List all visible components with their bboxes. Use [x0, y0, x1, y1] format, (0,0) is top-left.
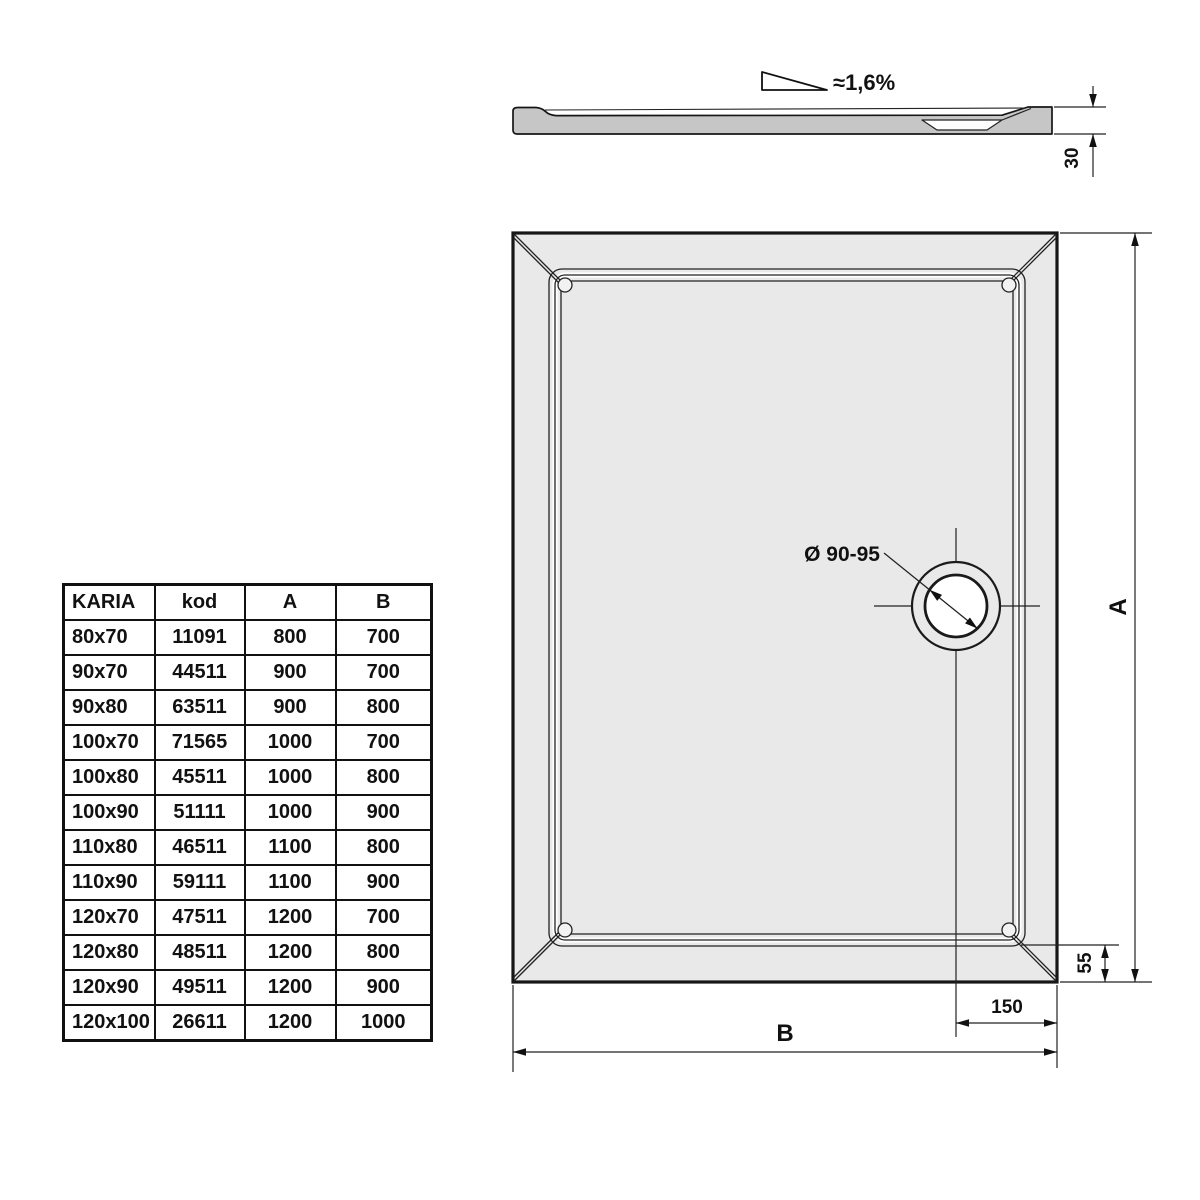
table-row — [64, 865, 432, 900]
cell-a: 1200 — [245, 900, 336, 935]
dimension-b — [513, 985, 1057, 1072]
cell-size: 90x70 — [64, 655, 155, 690]
table-row — [64, 900, 432, 935]
cell-size: 120x100 — [64, 1005, 155, 1041]
col-header-kod: kod — [155, 585, 245, 621]
cell-size: 100x70 — [64, 725, 155, 760]
cell-b: 800 — [336, 690, 432, 725]
cell-size: 120x90 — [64, 970, 155, 1005]
cell-size: 80x70 — [64, 620, 155, 655]
plan-view — [513, 233, 1057, 1037]
cell-size: 100x90 — [64, 795, 155, 830]
cell-kod: 46511 — [155, 830, 245, 865]
table-row — [64, 620, 432, 655]
cell-a: 900 — [245, 655, 336, 690]
dim-30-label: 30 — [1062, 147, 1083, 169]
slope-label: ≈1,6% — [833, 70, 896, 95]
table-row — [64, 655, 432, 690]
cell-a: 900 — [245, 690, 336, 725]
cell-b: 700 — [336, 620, 432, 655]
cell-size: 110x80 — [64, 830, 155, 865]
cell-size: 120x80 — [64, 935, 155, 970]
table-header-row — [64, 585, 432, 621]
cell-b: 900 — [336, 970, 432, 1005]
size-table — [62, 583, 433, 1042]
cell-kod: 26611 — [155, 1005, 245, 1041]
cell-kod: 48511 — [155, 935, 245, 970]
cell-size: 110x90 — [64, 865, 155, 900]
dimension-150 — [956, 985, 1057, 1068]
cell-b: 700 — [336, 655, 432, 690]
cell-kod: 51111 — [155, 795, 245, 830]
cell-kod: 71565 — [155, 725, 245, 760]
cell-kod: 11091 — [155, 620, 245, 655]
table-row — [64, 830, 432, 865]
cell-a: 1100 — [245, 830, 336, 865]
drain-diameter-label: Ø 90-95 — [804, 543, 880, 566]
cell-kod: 59111 — [155, 865, 245, 900]
cell-a: 1000 — [245, 795, 336, 830]
cross-section-view — [513, 107, 1052, 134]
cell-b: 800 — [336, 935, 432, 970]
table-row — [64, 725, 432, 760]
cell-b: 900 — [336, 865, 432, 900]
cell-a: 800 — [245, 620, 336, 655]
cell-a: 1000 — [245, 760, 336, 795]
cell-b: 800 — [336, 830, 432, 865]
cell-b: 700 — [336, 900, 432, 935]
dimension-a — [1060, 233, 1152, 982]
table-row — [64, 760, 432, 795]
dim-b-label: B — [776, 1020, 794, 1047]
cell-b: 700 — [336, 725, 432, 760]
table-row — [64, 970, 432, 1005]
cell-size: 90x80 — [64, 690, 155, 725]
dim-55-label: 55 — [1075, 952, 1096, 974]
cell-kod: 44511 — [155, 655, 245, 690]
table-row — [64, 690, 432, 725]
dimension-30 — [1054, 86, 1106, 177]
cell-b: 800 — [336, 760, 432, 795]
cell-kod: 45511 — [155, 760, 245, 795]
table-row — [64, 795, 432, 830]
slope-triangle-icon — [762, 72, 827, 90]
col-header-b: B — [336, 585, 432, 621]
cell-a: 1200 — [245, 935, 336, 970]
dim-a-label: A — [1105, 598, 1132, 616]
cell-size: 100x80 — [64, 760, 155, 795]
table-row — [64, 935, 432, 970]
col-header-karia: KARIA — [64, 585, 155, 621]
cell-a: 1200 — [245, 1005, 336, 1041]
cell-kod: 63511 — [155, 690, 245, 725]
cell-a: 1200 — [245, 970, 336, 1005]
slope-symbol — [762, 70, 895, 95]
cell-a: 1100 — [245, 865, 336, 900]
col-header-a: A — [245, 585, 336, 621]
section-rim-edge-line — [545, 108, 1025, 110]
cell-a: 1000 — [245, 725, 336, 760]
cell-b: 900 — [336, 795, 432, 830]
dim-150-label: 150 — [991, 997, 1023, 1018]
cell-kod: 47511 — [155, 900, 245, 935]
cell-kod: 49511 — [155, 970, 245, 1005]
table-row — [64, 1005, 432, 1041]
section-drain-recess — [922, 120, 1002, 130]
cell-b: 1000 — [336, 1005, 432, 1041]
cell-size: 120x70 — [64, 900, 155, 935]
drain-inner-circle — [925, 575, 987, 637]
